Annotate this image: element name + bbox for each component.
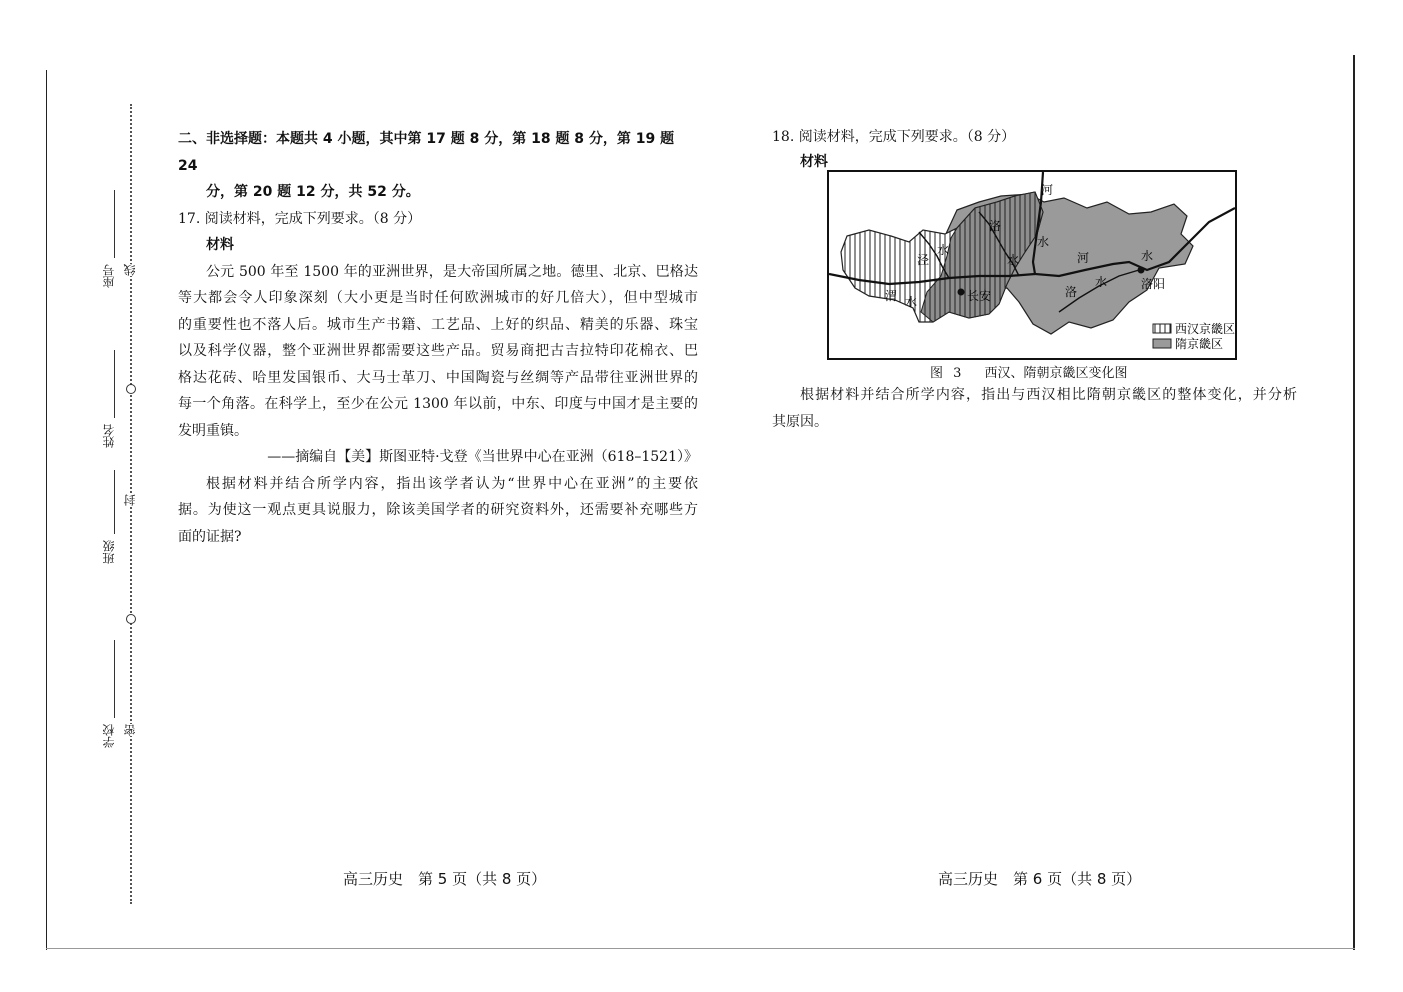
- legend-swatch-sui: [1153, 339, 1171, 348]
- map-label-shui-b: 水: [937, 243, 950, 257]
- map-label-jing: 泾: [917, 253, 930, 267]
- q18-question-line: 其原因。: [772, 413, 828, 430]
- field-seat-number-line[interactable]: [114, 190, 115, 258]
- q17-material-line: 发明重镇。: [178, 422, 248, 439]
- field-class: 班级: [102, 540, 116, 564]
- page-6-content: [772, 124, 1297, 173]
- q17-material-line: 等大都会令人印象深刻（大小更是当时任何欧洲城市的好几倍大），但中型城市: [178, 290, 698, 306]
- q17-material-line: 公元 500 年至 1500 年的亚洲世界，是大帝国所属之地。德里、北京、巴格达: [206, 263, 698, 280]
- legend-label-sui: 隋京畿区: [1175, 337, 1224, 351]
- map-label-shui-c: 水: [1007, 253, 1020, 267]
- map-label-wei: 渭: [885, 289, 898, 303]
- map-label-he-top: 河: [1041, 183, 1054, 197]
- section-title-line2: 分，第 20 题 12 分，共 52 分。: [206, 184, 420, 200]
- q17-material-line: 每一个角落。在科学上，至少在公元 1300 年以前，中东、印度与中国才是主要的: [178, 396, 698, 412]
- question-18-stem: 18. 阅读材料，完成下列要求。（8 分）: [772, 129, 1016, 145]
- q18-question: [772, 382, 1297, 435]
- section-title-line1: 二、非选择题：本题共 4 小题，其中第 17 题 8 分，第 18 题 8 分，第 19 题 24: [178, 131, 675, 174]
- footer-page-5: 高三历史 第 5 页（共 8 页）: [343, 870, 547, 888]
- legend-label-western-han: 西汉京畿区: [1175, 322, 1235, 336]
- binding-mark-feng: 封: [123, 494, 137, 506]
- capital-region-map: [827, 170, 1237, 360]
- q18-question-line: 根据材料并结合所学内容，指出与西汉相比隋朝京畿区的整体变化，并分析: [800, 387, 1297, 403]
- changan-marker: [958, 289, 965, 296]
- q17-question-line: 据。为使这一观点更具说服力，除该美国学者的研究资料外，还需要补充哪些方: [178, 502, 698, 518]
- map-label-shui-d: 水: [905, 295, 918, 309]
- q17-material-line: 以及科学仪器，整个亚洲世界都需要这些产品。贸易商把古吉拉特印花棉衣、巴: [178, 343, 698, 359]
- q17-material-label: 材料: [206, 237, 234, 253]
- map-label-shui-f: 水: [1141, 249, 1154, 263]
- scan-edge-right: [1353, 55, 1355, 950]
- luoyang-marker: [1138, 267, 1145, 274]
- binding-mark-mi: 密: [123, 724, 137, 736]
- question-17-stem: 17. 阅读材料，完成下列要求。（8 分）: [178, 210, 422, 227]
- binding-mark-xian: 线: [123, 264, 137, 276]
- field-name-line[interactable]: [114, 350, 115, 418]
- map-label-he-mid: 河: [1077, 251, 1090, 265]
- map-label-luo-south: 洛: [1065, 285, 1078, 299]
- footer-page-6: 高三历史 第 6 页（共 8 页）: [938, 870, 1142, 888]
- field-class-line[interactable]: [114, 470, 115, 534]
- binding-circle-upper: [126, 384, 136, 394]
- field-school-line[interactable]: [114, 640, 115, 718]
- scan-edge-bottom: [46, 948, 1355, 949]
- map-label-luoyang: 洛阳: [1141, 277, 1166, 291]
- q17-citation: ——摘编自【美】斯图亚特·戈登《当世界中心在亚洲（618–1521）》: [267, 449, 698, 465]
- page-5-content: [178, 126, 698, 550]
- legend-swatch-western-han: [1153, 324, 1171, 333]
- field-seat-number: 座号: [102, 264, 116, 288]
- field-name: 姓名: [102, 424, 116, 448]
- q17-material-line: 格达花砖、哈里发国银币、大马士革刀、中国陶瓷与丝绸等产品带往亚洲世界的: [178, 369, 698, 386]
- binding-circle-lower: [126, 614, 136, 624]
- scan-edge-left: [46, 70, 47, 950]
- q18-material-label: 材料: [800, 153, 828, 170]
- map-label-changan: 长安: [967, 289, 992, 303]
- q17-material-line: 的重要性也不落人后。城市生产书籍、工艺品、上好的织品、精美的乐器、珠宝: [178, 316, 698, 333]
- field-school: 学校: [102, 724, 116, 748]
- q17-question-line: 根据材料并结合所学内容，指出该学者认为“世界中心在亚洲”的主要依: [206, 475, 698, 492]
- map-label-luo-north: 洛: [989, 219, 1002, 233]
- map-label-shui-a: 水: [1037, 235, 1050, 249]
- map-label-shui-e: 水: [1095, 275, 1108, 289]
- map-caption: 图 3 西汉、隋朝京畿区变化图: [930, 366, 1128, 381]
- capital-region-map-svg: [829, 172, 1235, 358]
- q17-question-line: 面的证据?: [178, 528, 242, 545]
